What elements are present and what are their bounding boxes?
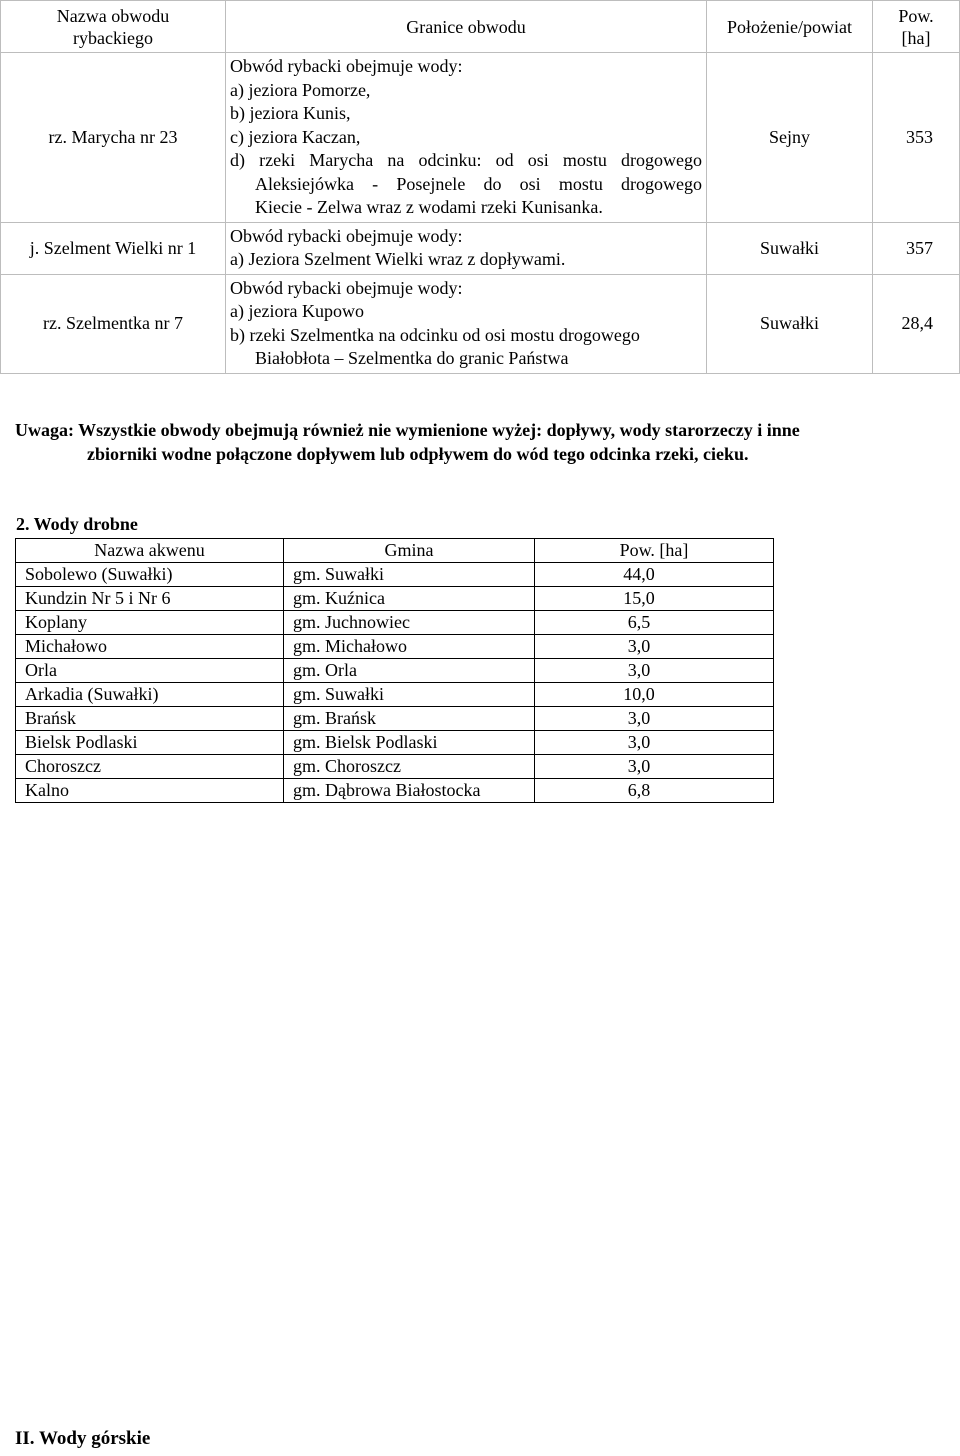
district-area: 357 <box>873 222 960 274</box>
bounds-line: b) rzeki Szelmentka na odcinku od osi mostu drogowego <box>230 324 640 345</box>
commune: gm. Juchnowiec <box>284 611 535 635</box>
bounds-line: a) Jeziora Szelment Wielki wraz z dopływami. <box>230 249 566 269</box>
table-row <box>16 779 774 803</box>
commune: gm. Bielsk Podlaski <box>284 731 535 755</box>
water-name: Kalno <box>16 779 284 803</box>
area: 44,0 <box>535 563 774 587</box>
district-name: j. Szelment Wielki nr 1 <box>1 222 226 274</box>
note-line2: zbiorniki wodne połączone dopływem lub odpływem do wód tego odcinka rzeki, cieku. <box>87 444 749 464</box>
bounds-line: b) jeziora Kunis, <box>230 103 351 123</box>
header-commune: Gmina <box>284 539 535 563</box>
note-paragraph <box>15 418 915 466</box>
water-name: Brańsk <box>16 707 284 731</box>
area: 6,8 <box>535 779 774 803</box>
district-location: Suwałki <box>707 274 873 373</box>
section-title-small-waters: 2. Wody drobne <box>16 514 138 534</box>
district-name: rz. Marycha nr 23 <box>1 53 226 223</box>
district-bounds <box>226 53 707 223</box>
area: 3,0 <box>535 731 774 755</box>
commune: gm. Dąbrowa Białostocka <box>284 779 535 803</box>
table-row <box>16 683 774 707</box>
commune: gm. Orla <box>284 659 535 683</box>
district-location: Sejny <box>707 53 873 223</box>
district-bounds <box>226 222 707 274</box>
bounds-line: Obwód rybacki obejmuje wody: <box>230 277 463 298</box>
small-waters-table <box>15 538 774 803</box>
water-name: Sobolewo (Suwałki) <box>16 563 284 587</box>
water-name: Kundzin Nr 5 i Nr 6 <box>16 587 284 611</box>
header-name-line1: Nazwa obwodu <box>56 5 170 26</box>
table-header-row <box>1 1 960 53</box>
district-area: 353 <box>873 53 960 223</box>
commune: gm. Michałowo <box>284 635 535 659</box>
bounds-line: Obwód rybacki obejmuje wody: <box>230 56 463 76</box>
table-row <box>16 635 774 659</box>
district-name: rz. Szelmentka nr 7 <box>1 274 226 373</box>
area: 3,0 <box>535 659 774 683</box>
header-name-line2: rybackiego <box>73 27 153 48</box>
table-row <box>16 755 774 779</box>
note-line1: Uwaga: Wszystkie obwody obejmują również nie wymienione wyżej: dopływy, wody starorzeczy i inne <box>15 420 800 440</box>
area: 10,0 <box>535 683 774 707</box>
water-name: Michałowo <box>16 635 284 659</box>
table-row <box>16 707 774 731</box>
area: 6,5 <box>535 611 774 635</box>
bounds-line: Aleksiejówka - Posejnele do osi mostu drogowego <box>255 173 702 194</box>
bounds-line: c) jeziora Kaczan, <box>230 126 361 147</box>
header-water-name: Nazwa akwenu <box>16 539 284 563</box>
commune: gm. Kuźnica <box>284 587 535 611</box>
district-bounds <box>226 274 707 373</box>
table-row <box>1 274 960 373</box>
bounds-line: a) jeziora Kupowo <box>230 301 364 321</box>
header-area: Pow. [ha] <box>535 539 774 563</box>
district-location: Suwałki <box>707 222 873 274</box>
commune: gm. Suwałki <box>284 683 535 707</box>
header-name <box>1 1 226 53</box>
district-area: 28,4 <box>873 274 960 373</box>
water-name: Koplany <box>16 611 284 635</box>
table-row <box>1 222 960 274</box>
water-name: Arkadia (Suwałki) <box>16 683 284 707</box>
bounds-line: d) rzeki Marycha na odcinku: od osi mostu drogowego <box>230 150 702 170</box>
water-name: Bielsk Podlaski <box>16 731 284 755</box>
table-row <box>16 563 774 587</box>
water-name: Orla <box>16 659 284 683</box>
area: 3,0 <box>535 755 774 779</box>
commune: gm. Choroszcz <box>284 755 535 779</box>
area: 3,0 <box>535 707 774 731</box>
bounds-line: Obwód rybacki obejmuje wody: <box>230 225 463 246</box>
bounds-line: Białobłota – Szelmentka do granic Państwa <box>255 348 569 368</box>
header-area-line1: Pow. <box>898 5 934 26</box>
header-bounds: Granice obwodu <box>226 1 707 53</box>
table-row <box>16 611 774 635</box>
commune: gm. Brańsk <box>284 707 535 731</box>
header-area-line2: [ha] <box>901 27 931 48</box>
water-name: Choroszcz <box>16 755 284 779</box>
table-row <box>16 587 774 611</box>
bounds-line: Kiecie - Zelwa wraz z wodami rzeki Kunisanka. <box>255 197 603 217</box>
header-area <box>873 1 960 53</box>
area: 15,0 <box>535 587 774 611</box>
header-location: Położenie/powiat <box>707 1 873 53</box>
commune: gm. Suwałki <box>284 563 535 587</box>
bounds-line: a) jeziora Pomorze, <box>230 79 371 100</box>
fishing-districts-table <box>0 0 960 374</box>
table-header-row <box>16 539 774 563</box>
table-row <box>16 659 774 683</box>
table-row <box>16 731 774 755</box>
section-title-mountain-waters: II. Wody górskie <box>15 1428 151 1449</box>
table-row <box>1 53 960 223</box>
area: 3,0 <box>535 635 774 659</box>
